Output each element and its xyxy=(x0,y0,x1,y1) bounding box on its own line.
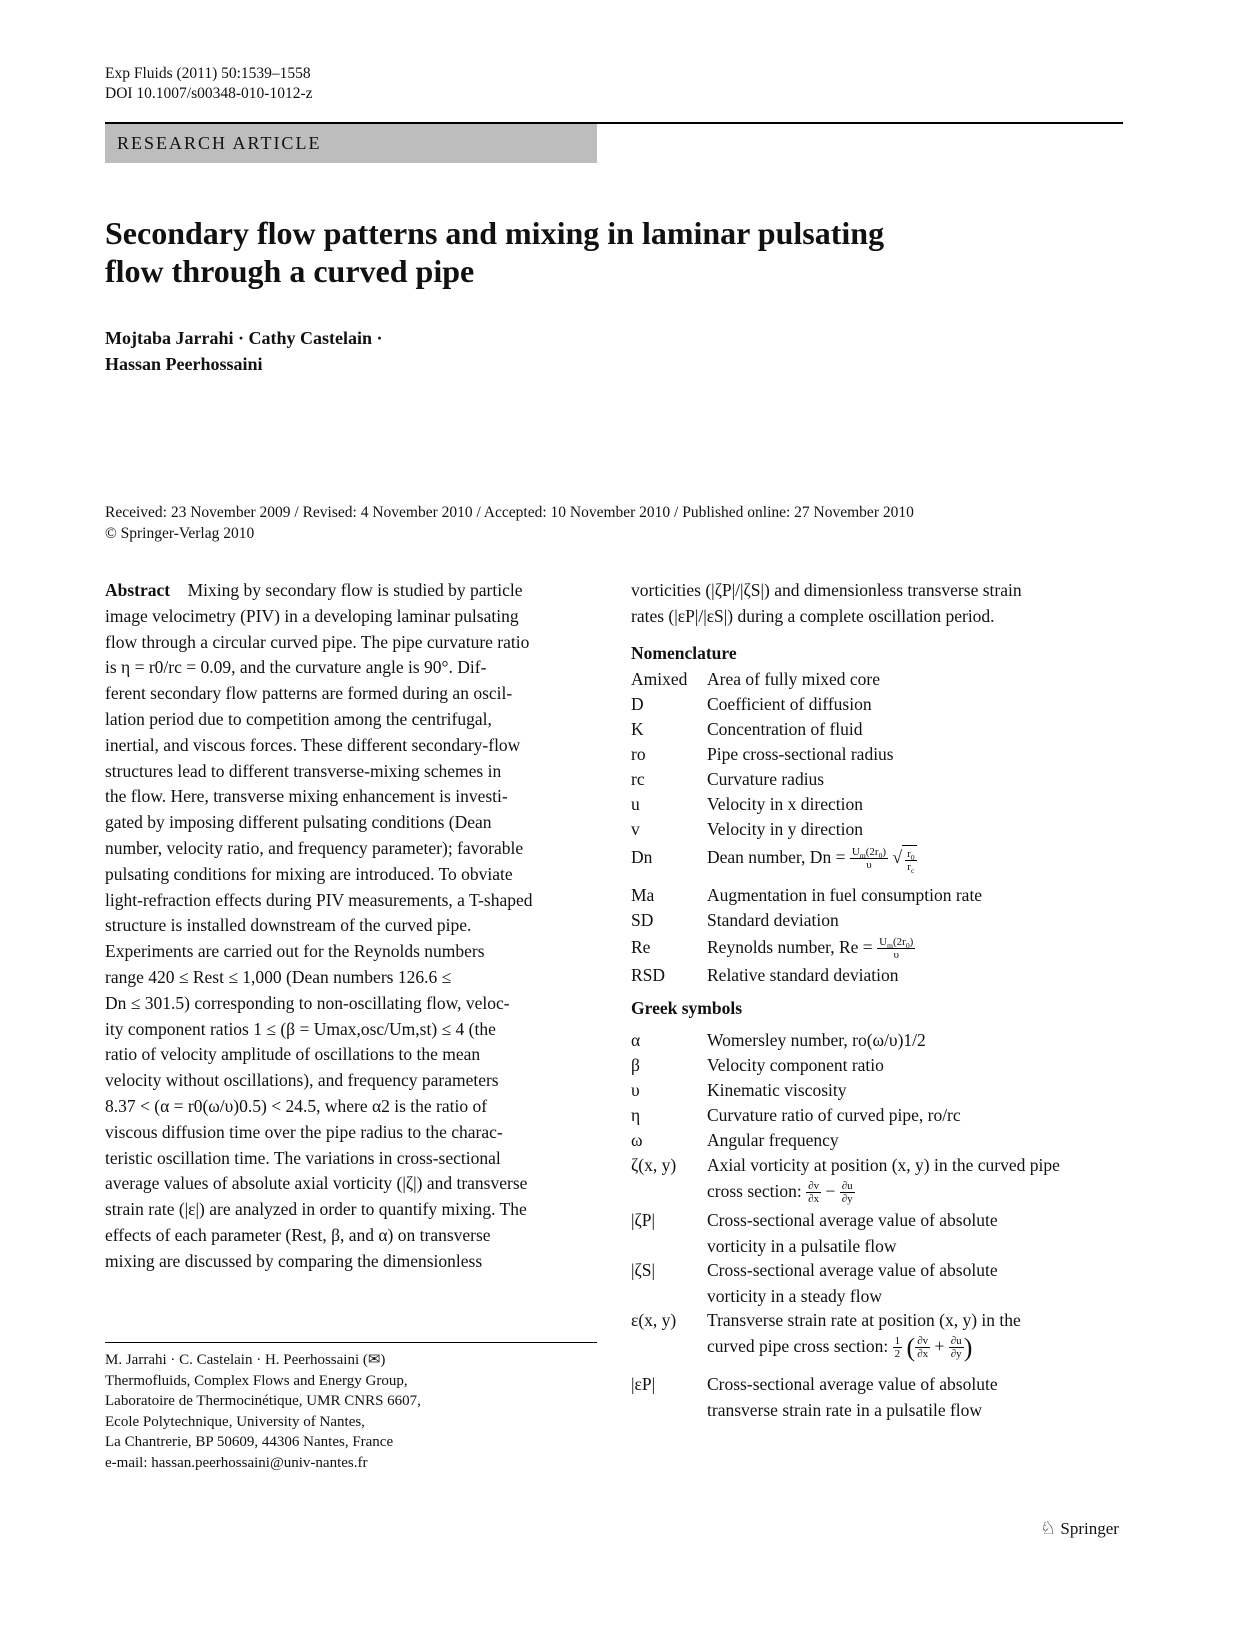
publisher-name: Springer xyxy=(1060,1519,1119,1538)
abstract-line: lation period due to competition among the centrifugal, xyxy=(105,708,492,729)
definition-text: Axial vorticity at position (x, y) in the curved pipe xyxy=(707,1155,1060,1175)
abstract-line: range 420 ≤ Rest ≤ 1,000 (Dean numbers 126.6 ≤ xyxy=(105,966,452,987)
nomenclature-definition xyxy=(707,1372,1127,1424)
abstract-line: Dn ≤ 301.5) corresponding to non-oscillating flow, veloc- xyxy=(105,992,510,1013)
abstract-line: the flow. Here, transverse mixing enhancement is investi- xyxy=(105,786,508,807)
definition-text-line-2 xyxy=(707,1234,1127,1260)
abstract-continuation-line: rates (|εP|/|εS|) during a complete oscillation period. xyxy=(631,605,995,626)
abstract-line: teristic oscillation time. The variations in cross-sectional xyxy=(105,1147,501,1168)
abstract-line: structures lead to different transverse-mixing schemes in xyxy=(105,760,502,781)
nomenclature-symbol: ro xyxy=(631,744,646,764)
author-list xyxy=(105,325,383,377)
definition-continuation: cross section: xyxy=(707,1180,802,1201)
formula: $\frac{U_m(2r_0)}{\upsilon}$ xyxy=(879,936,914,962)
nomenclature-symbol: |ζP| xyxy=(631,1210,655,1230)
nomenclature-definition xyxy=(707,1258,1127,1310)
footnote-line: Ecole Polytechnique, University of Nantes, xyxy=(105,1413,365,1430)
abstract-line: ity component ratios 1 ≤ (β = Umax,osc/Um,st) ≤ 4 (the xyxy=(105,1018,496,1039)
nomenclature-symbol: v xyxy=(631,819,640,839)
title-line-1: Secondary flow patterns and mixing in laminar pulsating xyxy=(105,215,885,251)
publication-history xyxy=(105,502,914,544)
nomenclature-definition xyxy=(707,1128,1127,1154)
nomenclature-definition xyxy=(707,935,1127,961)
definition-text-line-2 xyxy=(707,1334,1127,1361)
publisher-logo xyxy=(1040,1518,1119,1539)
definition-continuation: curved pipe cross section: xyxy=(707,1335,889,1356)
nomenclature-definition xyxy=(707,1103,1127,1129)
nomenclature-definition xyxy=(707,742,1127,768)
history-dates: Received: 23 November 2009 / Revised: 4 November 2010 / Accepted: 10 November 2010 / Published online: 27 November 2010 xyxy=(105,504,914,521)
nomenclature-symbol: Dn xyxy=(631,847,653,867)
definition-text-line-2 xyxy=(707,1398,1127,1424)
definition-text: Pipe cross-sectional radius xyxy=(707,744,894,764)
springer-horse-icon: ♘ xyxy=(1040,1518,1057,1538)
abstract-line: structure is installed downstream of the curved pipe. xyxy=(105,915,472,936)
definition-text: Velocity component ratio xyxy=(707,1055,884,1075)
authors-line-1: Mojtaba Jarrahi · Cathy Castelain · xyxy=(105,328,383,348)
nomenclature-symbol: D xyxy=(631,694,644,714)
nomenclature-definition xyxy=(707,1308,1127,1361)
definition-text: Curvature radius xyxy=(707,769,825,789)
definition-text: Velocity in x direction xyxy=(707,794,864,814)
nomenclature-symbol: SD xyxy=(631,910,654,930)
definition-text: Cross-sectional average value of absolute xyxy=(707,1210,998,1230)
definition-text: Angular frequency xyxy=(707,1130,839,1150)
nomenclature-symbol: rc xyxy=(631,769,645,789)
nomenclature-symbol: Ma xyxy=(631,885,655,905)
nomenclature-definition xyxy=(707,692,1127,718)
nomenclature-symbol: α xyxy=(631,1030,641,1050)
authors-line-2: Hassan Peerhossaini xyxy=(105,354,263,374)
footnote-line: Laboratoire de Thermocinétique, UMR CNRS 6607, xyxy=(105,1393,421,1409)
abstract-line: average values of absolute axial vorticity (|ζ|) and transverse xyxy=(105,1173,528,1194)
abstract-line: velocity without oscillations), and frequency parameters xyxy=(105,1070,499,1091)
nomenclature-definition xyxy=(707,767,1127,793)
nomenclature-symbol: β xyxy=(631,1055,640,1075)
definition-text: Dean number, Dn = xyxy=(707,847,846,867)
definition-text: Augmentation in fuel consumption rate xyxy=(707,885,983,905)
nomenclature-definition xyxy=(707,883,1127,909)
formula: $\frac{U_m(2r_0)}{\upsilon}$ √ $\frac{r_0}{r_c}$ xyxy=(851,846,915,875)
nomenclature-symbol: ε(x, y) xyxy=(631,1310,677,1330)
definition-text: Relative standard deviation xyxy=(707,965,899,985)
abstract-line: effects of each parameter (Rest, β, and α) on transverse xyxy=(105,1224,491,1245)
copyright: © Springer-Verlag 2010 xyxy=(105,525,255,542)
definition-text: Transverse strain rate at position (x, y) in the xyxy=(707,1310,1021,1330)
nomenclature-definition xyxy=(707,1153,1127,1205)
doi[interactable]: DOI 10.1007/s00348-010-1012-z xyxy=(105,85,313,102)
abstract-line: 8.37 < (α = r0(ω/υ)0.5) < 24.5, where α2 is the ratio of xyxy=(105,1095,488,1116)
definition-text: Cross-sectional average value of absolute xyxy=(707,1260,998,1280)
nomenclature-definition xyxy=(707,845,1127,873)
paper-title xyxy=(105,214,1005,290)
nomenclature-definition xyxy=(707,792,1127,818)
abstract-continuation xyxy=(631,578,1123,630)
abstract-line: light-refraction effects during PIV measurements, a T-shaped xyxy=(105,889,533,910)
abstract-line: Abstract Mixing by secondary flow is studied by particle xyxy=(105,580,523,600)
abstract-line: strain rate (|ε|) are analyzed in order to quantify mixing. The xyxy=(105,1199,527,1220)
nomenclature-symbol: RSD xyxy=(631,965,666,985)
nomenclature-symbol: Re xyxy=(631,937,651,957)
definition-text: Cross-sectional average value of absolute xyxy=(707,1374,998,1394)
abstract-line: flow through a circular curved pipe. The pipe curvature ratio xyxy=(105,631,530,652)
definition-text: Curvature ratio of curved pipe, ro/rc xyxy=(707,1105,961,1125)
nomenclature-definition xyxy=(707,667,1127,693)
nomenclature-symbol: |ζS| xyxy=(631,1260,655,1280)
abstract-line: viscous diffusion time over the pipe radius to the charac- xyxy=(105,1121,503,1142)
article-type-banner: RESEARCH ARTICLE xyxy=(105,124,597,163)
definition-text: Coefficient of diffusion xyxy=(707,694,872,714)
strain-rate-formula: $\frac{1}{2}$ ( $\frac{\partial v}{\partial x}$ + $\frac{\partial u}{\partial y}$ ) xyxy=(894,1332,973,1362)
journal-header xyxy=(105,64,313,104)
abstract-continuation-line: vorticities (|ζP|/|ζS|) and dimensionless transverse strain xyxy=(631,580,1022,600)
nomenclature-definition xyxy=(707,717,1127,743)
abstract-line: ratio of velocity amplitude of oscillations to the mean xyxy=(105,1044,481,1065)
nomenclature-definition xyxy=(707,1078,1127,1104)
nomenclature-definition xyxy=(707,963,1127,989)
nomenclature-heading: Nomenclature xyxy=(631,643,737,663)
abstract-line: pulsating conditions for mixing are introduced. To obviate xyxy=(105,863,513,884)
definition-continuation: vorticity in a steady flow xyxy=(707,1285,882,1306)
footnote-rule xyxy=(105,1342,597,1343)
abstract-line: image velocimetry (PIV) in a developing laminar pulsating xyxy=(105,605,519,626)
definition-continuation: transverse strain rate in a pulsatile flow xyxy=(707,1399,983,1420)
nomenclature-symbol: Amixed xyxy=(631,669,688,689)
author-affiliation-footnote xyxy=(105,1350,421,1473)
nomenclature-symbol: ζ(x, y) xyxy=(631,1155,677,1175)
nomenclature-definition xyxy=(707,908,1127,934)
nomenclature-definition xyxy=(707,1028,1127,1054)
abstract-line: mixing are discussed by comparing the dimensionless xyxy=(105,1250,483,1271)
nomenclature-symbol: |εP| xyxy=(631,1374,656,1394)
abstract-line: ferent secondary flow patterns are formed during an oscil- xyxy=(105,683,513,704)
abstract-line: Experiments are carried out for the Reynolds numbers xyxy=(105,941,485,962)
abstract-line: number, velocity ratio, and frequency parameter); favorable xyxy=(105,837,524,858)
abstract-line: inertial, and viscous forces. These different secondary-flow xyxy=(105,734,521,755)
nomenclature-symbol: υ xyxy=(631,1080,640,1100)
abstract xyxy=(105,578,597,1275)
definition-continuation: vorticity in a pulsatile flow xyxy=(707,1235,897,1256)
nomenclature-symbol: ω xyxy=(631,1130,643,1150)
definition-text: Womersley number, ro(ω/υ)1/2 xyxy=(707,1030,926,1050)
definition-text-line-2 xyxy=(707,1284,1127,1310)
abstract-label: Abstract xyxy=(105,580,171,600)
vorticity-formula: $\frac{\partial v}{\partial x}$ − $\frac{\partial u}{\partial y}$ xyxy=(808,1180,853,1206)
definition-text: Concentration of fluid xyxy=(707,719,863,739)
nomenclature-symbol: K xyxy=(631,719,644,739)
footnote-line: M. Jarrahi · C. Castelain · H. Peerhossaini (✉) xyxy=(105,1352,386,1368)
nomenclature-definition xyxy=(707,817,1127,843)
title-line-2: flow through a curved pipe xyxy=(105,253,475,289)
nomenclature-symbol: η xyxy=(631,1105,641,1125)
abstract-line: is η = r0/rc = 0.09, and the curvature angle is 90°. Dif- xyxy=(105,657,487,678)
footnote-line: Thermofluids, Complex Flows and Energy Group, xyxy=(105,1372,408,1389)
definition-text: Velocity in y direction xyxy=(707,819,864,839)
definition-text: Standard deviation xyxy=(707,910,839,930)
abstract-line: gated by imposing different pulsating conditions (Dean xyxy=(105,812,492,833)
nomenclature-symbol: u xyxy=(631,794,640,814)
footnote-line[interactable]: e-mail: hassan.peerhossaini@univ-nantes.fr xyxy=(105,1454,368,1471)
greek-symbols-heading: Greek symbols xyxy=(631,998,742,1018)
journal-citation: Exp Fluids (2011) 50:1539–1558 xyxy=(105,65,311,82)
definition-text: Reynolds number, Re = xyxy=(707,937,873,957)
definition-text-line-2 xyxy=(707,1179,1127,1205)
nomenclature-definition xyxy=(707,1053,1127,1079)
definition-text: Kinematic viscosity xyxy=(707,1080,847,1100)
definition-text: Area of fully mixed core xyxy=(707,669,880,689)
nomenclature-definition xyxy=(707,1208,1127,1260)
footnote-line: La Chantrerie, BP 50609, 44306 Nantes, France xyxy=(105,1434,394,1450)
